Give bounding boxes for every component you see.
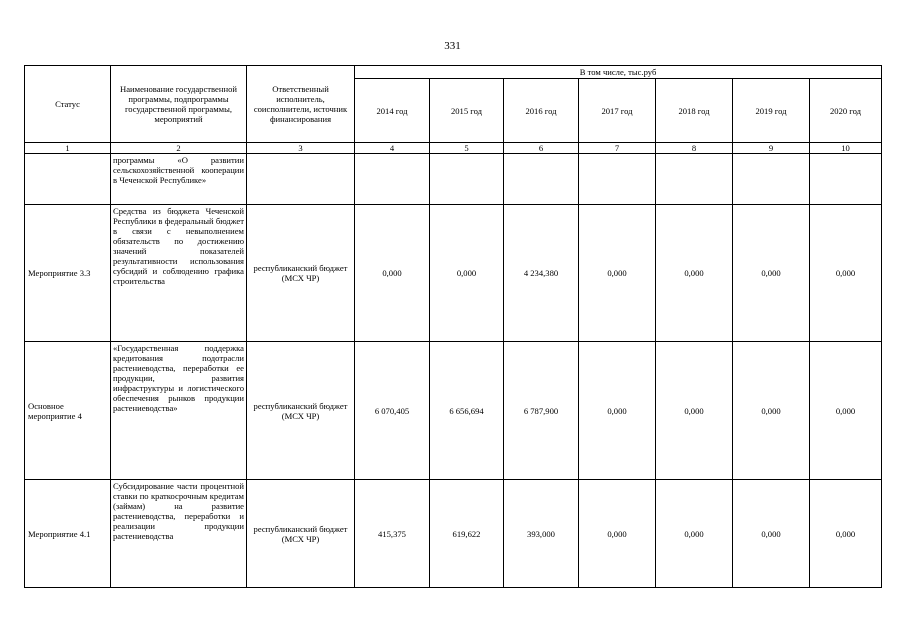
row-value: 0,000: [579, 480, 656, 588]
row-value: 0,000: [656, 480, 733, 588]
header-year: 2017 год: [579, 79, 656, 143]
row-source: республиканский бюджет (МСХ ЧР): [247, 342, 355, 480]
row-status: Основное мероприятие 4: [25, 342, 111, 480]
column-number: 5: [430, 143, 504, 154]
header-responsible: Ответственный исполнитель, соисполнители, источник финансирования: [247, 66, 355, 143]
column-number: 3: [247, 143, 355, 154]
column-number: 4: [355, 143, 430, 154]
row-value: 0,000: [810, 205, 882, 342]
column-number: 10: [810, 143, 882, 154]
column-number: 6: [504, 143, 579, 154]
row-value: 0,000: [656, 342, 733, 480]
header-year: 2016 год: [504, 79, 579, 143]
row-value: 6 656,694: [430, 342, 504, 480]
row-value: [656, 154, 733, 205]
row-name: «Государственная поддержка кредитования подотрасли растениеводства, переработки ее продукции, развития инфраструктуры и логистического обеспечения рынков продукции растениеводства»: [111, 342, 247, 480]
header-year: 2015 год: [430, 79, 504, 143]
row-source: республиканский бюджет (МСХ ЧР): [247, 480, 355, 588]
page-number: 331: [444, 40, 461, 52]
header-year: 2014 год: [355, 79, 430, 143]
column-number: 7: [579, 143, 656, 154]
row-value: 0,000: [355, 205, 430, 342]
row-name: Субсидирование части процентной ставки по краткосрочным кредитам (займам) на развитие растениеводства, переработки и реализации продукции растениеводства: [111, 480, 247, 588]
header-status: Статус: [25, 66, 111, 143]
table-row: [25, 342, 882, 480]
column-number: 9: [733, 143, 810, 154]
row-value: 6 787,900: [504, 342, 579, 480]
row-value: 415,375: [355, 480, 430, 588]
column-number: 2: [111, 143, 247, 154]
row-value: 619,622: [430, 480, 504, 588]
financing-table: [24, 65, 882, 588]
row-value: 0,000: [656, 205, 733, 342]
table-row: [25, 154, 882, 205]
row-value: [504, 154, 579, 205]
header-year: 2018 год: [656, 79, 733, 143]
row-status: [25, 154, 111, 205]
row-value: [430, 154, 504, 205]
row-value: 0,000: [579, 342, 656, 480]
row-value: 0,000: [810, 480, 882, 588]
row-value: 4 234,380: [504, 205, 579, 342]
row-value: [355, 154, 430, 205]
row-value: [733, 154, 810, 205]
column-number-row: [25, 143, 882, 154]
row-value: [810, 154, 882, 205]
header-year: 2020 год: [810, 79, 882, 143]
column-number: 1: [25, 143, 111, 154]
row-name: программы «О развитии сельскохозяйственной кооперации в Чеченской Республике»: [111, 154, 247, 205]
row-name: Средства из бюджета Чеченской Республики в федеральный бюджет в связи с невыполнением обязательств по достижению значений показателей результативности использования субсидий и соблюдению графика строительства: [111, 205, 247, 342]
column-number: 8: [656, 143, 733, 154]
row-status: Мероприятие 3.3: [25, 205, 111, 342]
table-row: [25, 480, 882, 588]
row-value: 6 070,405: [355, 342, 430, 480]
row-value: [579, 154, 656, 205]
row-value: 0,000: [810, 342, 882, 480]
row-source: [247, 154, 355, 205]
row-value: 393,000: [504, 480, 579, 588]
header-row-top: [25, 66, 882, 79]
row-value: 0,000: [733, 342, 810, 480]
row-status: Мероприятие 4.1: [25, 480, 111, 588]
header-group: В том числе, тыс.руб: [355, 66, 882, 79]
row-value: 0,000: [733, 480, 810, 588]
row-value: 0,000: [579, 205, 656, 342]
row-value: 0,000: [430, 205, 504, 342]
header-year: 2019 год: [733, 79, 810, 143]
table-row: [25, 205, 882, 342]
row-value: 0,000: [733, 205, 810, 342]
header-name: Наименование государственной программы, подпрограммы государственной программы, мероприятий: [111, 66, 247, 143]
row-source: республиканский бюджет (МСХ ЧР): [247, 205, 355, 342]
